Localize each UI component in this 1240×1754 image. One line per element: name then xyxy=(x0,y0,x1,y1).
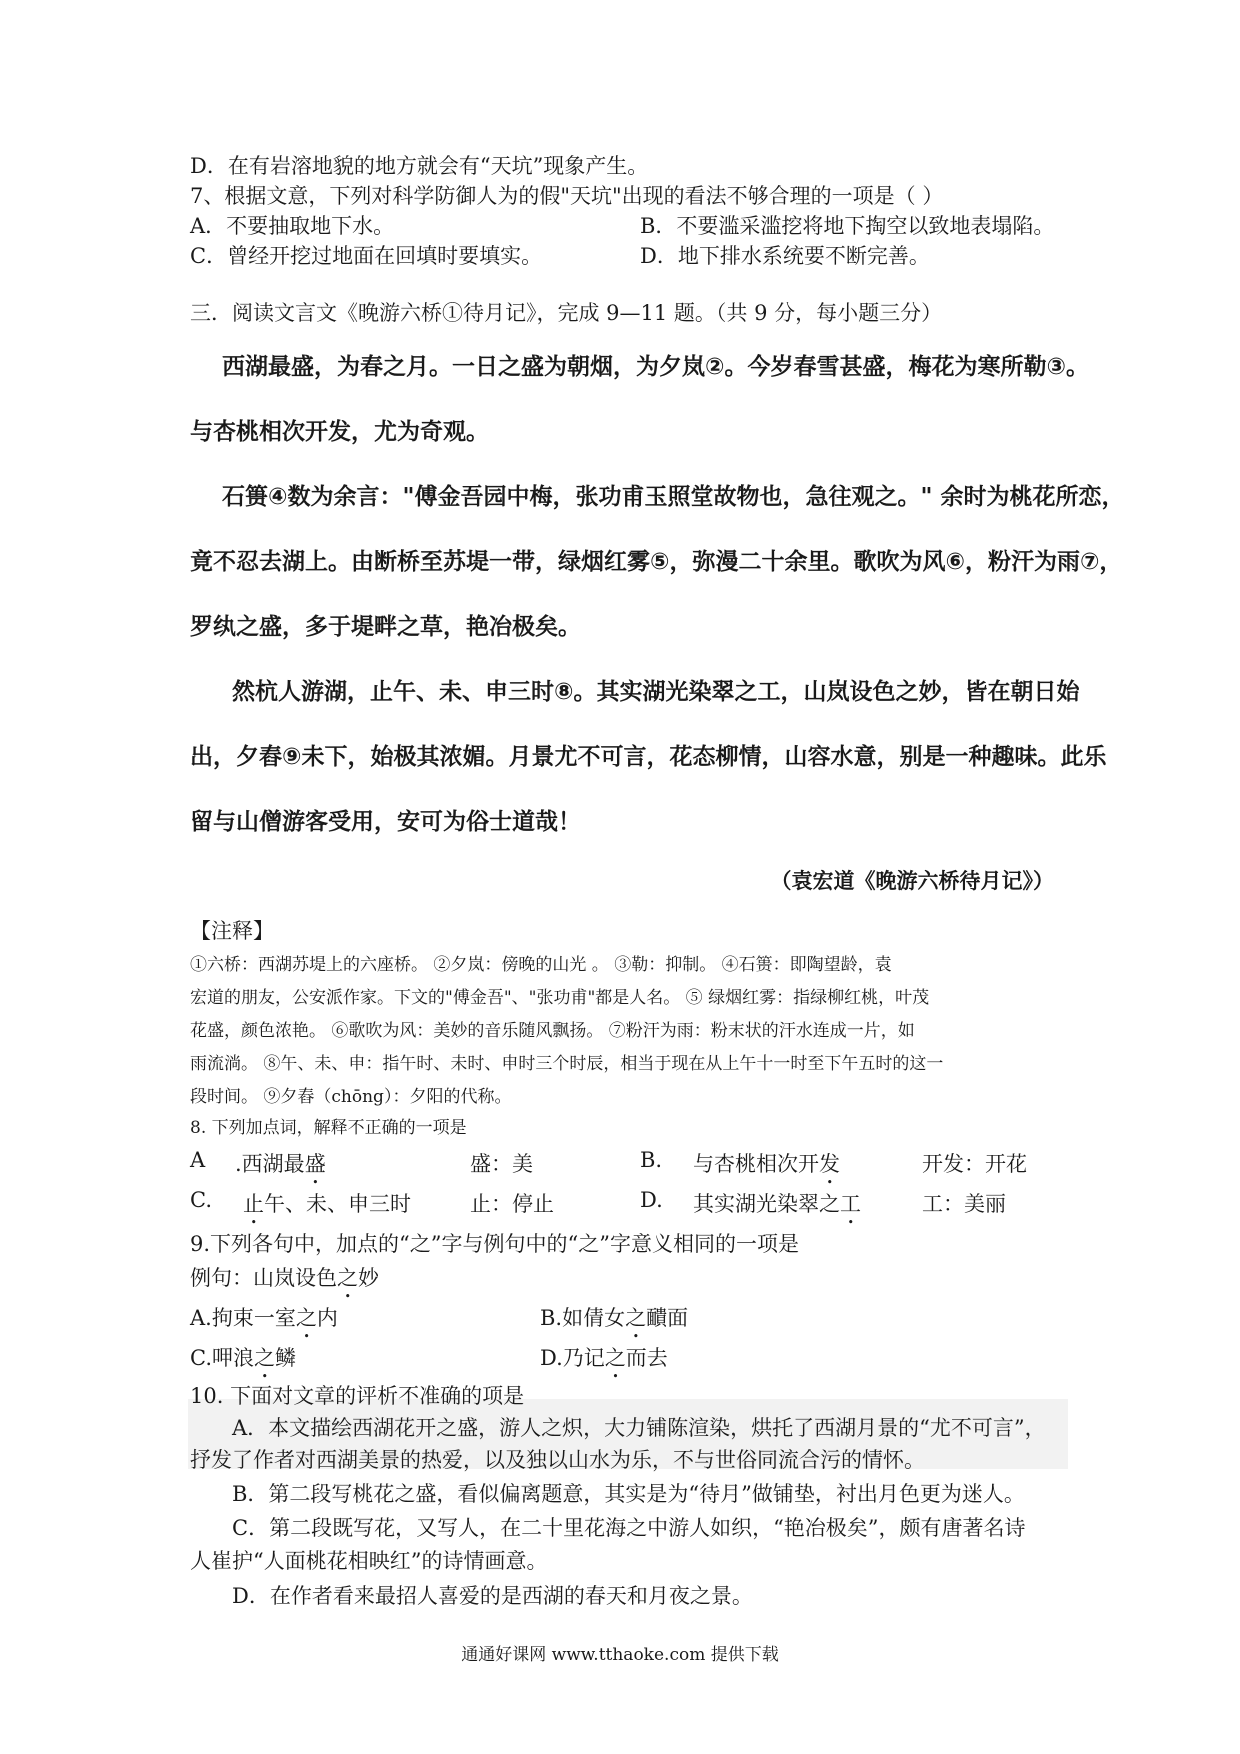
q7-option-a: A．不要抽取地下水。 xyxy=(190,214,395,238)
q8-option-d-label: D. xyxy=(640,1188,663,1212)
passage-p2-line1: 石篑④数为余言："傅金吾园中梅，张功甫玉照堂故物也，急往观之。" 余时为桃花所恋， xyxy=(222,484,1125,510)
q8-option-c-dotted: 止 xyxy=(243,1192,264,1216)
passage-p1-line2: 与杏桃相次开发，尤为奇观。 xyxy=(190,419,489,445)
q9-option-b-post: 靧面 xyxy=(646,1306,689,1330)
q8-option-b-dotted: 发 xyxy=(819,1152,840,1176)
notes-line3: 花盛，颜色浓艳。 ⑥歌吹为风：美妙的音乐随风飘扬。 ⑦粉汗为雨：粉末状的汗水连成一片，如 xyxy=(190,1021,915,1041)
q8-option-c-label: C. xyxy=(190,1188,212,1212)
q9-option-a-dotted: 之 xyxy=(295,1306,317,1330)
q8-option-a-gloss: 盛：美 xyxy=(470,1152,533,1176)
q7-stem: 7、根据文意，下列对科学防御人为的假"天坑"出现的看法不够合理的一项是（ ） xyxy=(190,184,944,208)
q9-option-d xyxy=(540,1342,668,1383)
page-footer: 通通好课网 www.tthaoke.com 提供下载 xyxy=(461,1645,779,1665)
q9-example xyxy=(190,1262,379,1303)
q9-option-c-pre: C.呷浪 xyxy=(190,1346,254,1370)
q7-option-c: C．曾经开挖过地面在回填时要填实。 xyxy=(190,244,543,268)
notes-heading: 【注释】 xyxy=(190,919,274,943)
q9-option-d-post: 而去 xyxy=(625,1346,668,1370)
q9-option-a xyxy=(190,1302,338,1343)
q8-stem: 8. 下列加点词，解释不正确的一项是 xyxy=(190,1118,467,1138)
q8-option-b-label: B. xyxy=(640,1148,663,1172)
q9-stem: 9.下列各句中，加点的“之”字与例句中的“之”字意义相同的一项是 xyxy=(190,1232,799,1256)
q9-option-c xyxy=(190,1342,296,1383)
q9-option-a-pre: A.拘束一室 xyxy=(190,1306,296,1330)
notes-line1: ①六桥：西湖苏堤上的六座桥。 ②夕岚：傍晚的山光 。 ③勒：抑制。 ④石篑：即陶望龄，袁 xyxy=(190,955,892,975)
q8-option-b-text xyxy=(693,1148,840,1189)
notes-line5: 段时间。 ⑨夕舂（chōng）：夕阳的代称。 xyxy=(190,1087,512,1107)
passage-p1-line1: 西湖最盛，为春之月。一日之盛为朝烟，为夕岚②。今岁春雪甚盛，梅花为寒所勒③。 xyxy=(222,354,1089,380)
q10-option-d: D．在作者看来最招人喜爱的是西湖的春天和月夜之景。 xyxy=(232,1584,753,1608)
q10-stem: 10. 下面对文章的评析不准确的项是 xyxy=(190,1384,525,1408)
q9-option-c-dotted: 之 xyxy=(254,1346,275,1370)
passage-p3-line1: 然杭人游湖，止午、未、申三时⑧。其实湖光染翠之工，山岚设色之妙，皆在朝日始 xyxy=(232,679,1080,705)
q8-option-a-label: A xyxy=(190,1148,206,1172)
q9-option-b xyxy=(540,1302,688,1343)
q8-option-a-text xyxy=(235,1148,326,1189)
q9-option-d-dotted: 之 xyxy=(604,1346,626,1370)
notes-line4: 雨流淌。 ⑧午、未、申：指午时、未时、申时三个时辰，相当于现在从上午十一时至下午五时的这一 xyxy=(190,1054,944,1074)
q10-option-a-line2: 抒发了作者对西湖美景的热爱，以及独以山水为乐，不与世俗同流合污的情怀。 xyxy=(190,1448,925,1472)
passage-p3-line3: 留与山僧游客受用，安可为俗士道哉！ xyxy=(190,809,581,835)
q9-example-pre: 例句：山岚设色 xyxy=(190,1266,337,1290)
q8-option-d-text xyxy=(693,1188,861,1229)
q8-option-d-gloss: 工：美丽 xyxy=(922,1192,1006,1216)
q10-option-c-line2: 人崔护“人面桃花相映红”的诗情画意。 xyxy=(190,1549,548,1573)
passage-p2-line2: 竟不忍去湖上。由断桥至苏堤一带，绿烟红雾⑤，弥漫二十余里。歌吹为风⑥，粉汗为雨⑦， xyxy=(190,549,1123,575)
q7-option-b: B．不要滥采滥挖将地下掏空以致地表塌陷。 xyxy=(640,214,1055,238)
q10-option-b: B．第二段写桃花之盛，看似偏离题意，其实是为“待月”做铺垫，衬出月色更为迷人。 xyxy=(232,1482,1025,1506)
q8-option-a-dotted: 盛 xyxy=(304,1152,326,1176)
q8-option-b-pre: 与杏桃相次开 xyxy=(693,1152,819,1176)
q8-option-c-post: 午、未、申三时 xyxy=(264,1192,411,1216)
q9-option-d-pre: D.乃记 xyxy=(540,1346,605,1370)
q10-option-c-line1: C．第二段既写花，又写人，在二十里花海之中游人如织，“艳冶极矣”，颇有唐著名诗 xyxy=(232,1516,1026,1540)
q9-option-c-post: 鳞 xyxy=(275,1346,296,1370)
q8-option-b-gloss: 开发：开花 xyxy=(922,1152,1027,1176)
q9-option-b-dotted: 之 xyxy=(625,1306,647,1330)
q9-option-a-post: 内 xyxy=(316,1306,338,1330)
q8-option-c-gloss: 止：停止 xyxy=(470,1192,554,1216)
q8-option-d-dotted: 工 xyxy=(840,1192,861,1216)
q9-example-dotted: 之 xyxy=(337,1266,358,1290)
q6-option-d: D．在有岩溶地貌的地方就会有“天坑”现象产生。 xyxy=(190,154,649,178)
passage-p2-line3: 罗纨之盛，多于堤畔之草，艳冶极矣。 xyxy=(190,614,581,640)
q7-option-d: D．地下排水系统要不断完善。 xyxy=(640,244,930,268)
q8-option-c-text xyxy=(243,1188,411,1229)
q8-option-a-pre: .西湖最 xyxy=(235,1152,305,1176)
section-3-heading: 三．阅读文言文《晚游六桥①待月记》，完成 9—11 题。（共 9 分，每小题三分） xyxy=(190,301,943,325)
q9-option-b-pre: B.如倩女 xyxy=(540,1306,626,1330)
passage-p3-line2: 出，夕舂⑨未下，始极其浓媚。月景尤不可言，花态柳情，山容水意，别是一种趣味。此乐 xyxy=(190,744,1107,770)
notes-line2: 宏道的朋友，公安派作家。下文的"傅金吾"、"张功甫"都是人名。 ⑤ 绿烟红雾：指绿柳红桃，叶茂 xyxy=(190,988,930,1008)
q9-example-post: 妙 xyxy=(358,1266,379,1290)
q8-option-d-pre: 其实湖光染翠之 xyxy=(693,1192,840,1216)
passage-source: （袁宏道《晚游六桥待月记》） xyxy=(770,869,1054,893)
q10-option-a-line1: A．本文描绘西湖花开之盛，游人之炽，大力铺陈渲染，烘托了西湖月景的“尤不可言”， xyxy=(232,1416,1046,1440)
